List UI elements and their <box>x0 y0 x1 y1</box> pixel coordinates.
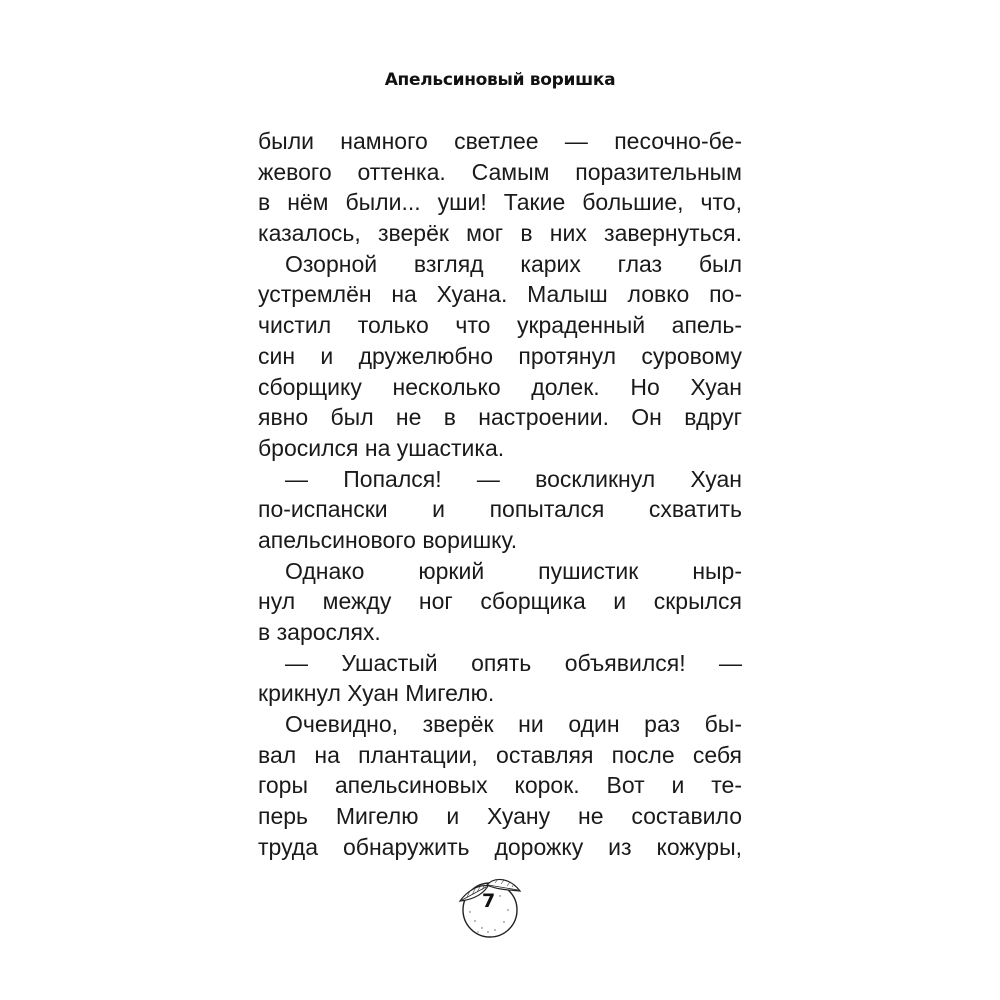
text-line: перь Мигелю и Хуану не составило <box>258 803 742 830</box>
text-line: жевого оттенка. Самым поразительным <box>258 158 742 185</box>
text-line: чистил только что украденный апель- <box>258 312 742 339</box>
text-line: — Ушастый опять объявился! — <box>285 649 742 676</box>
page-folio <box>440 866 540 946</box>
text-line: труда обнаружить дорожку из кожуры, <box>258 833 742 860</box>
text-line: устремлён на Хуана. Малыш ловко по- <box>258 281 742 308</box>
text-line: казалось, зверёк мог в них завернуться. <box>258 220 742 247</box>
text-line: апельсинового воришку. <box>258 526 518 553</box>
text-line: син и дружелюбно протянул суровому <box>258 342 742 369</box>
text-line: сборщику несколько долек. Но Хуан <box>258 373 742 400</box>
text-line: — Попался! — воскликнул Хуан <box>285 465 742 492</box>
text-line: в нём были... уши! Такие большие, что, <box>258 189 742 216</box>
text-line: нул между ног сборщика и скрылся <box>258 588 742 615</box>
text-line: горы апельсиновых корок. Вот и те- <box>258 772 742 799</box>
text-line: по-испански и попытался схватить <box>258 496 742 523</box>
text-line: Однако юркий пушистик ныр- <box>285 557 742 584</box>
page-number: 7 <box>482 890 496 912</box>
text-line: бросился на ушастика. <box>258 434 505 461</box>
text-line: явно был не в настроении. Он вдруг <box>258 404 742 431</box>
running-title: Апельсиновый воришка <box>384 70 616 90</box>
text-line: Озорной взгляд карих глаз был <box>285 250 742 277</box>
text-line: крикнул Хуан Мигелю. <box>258 680 495 707</box>
body-text <box>258 126 742 863</box>
text-line: Очевидно, зверёк ни один раз бы- <box>285 711 742 738</box>
text-line: в зарослях. <box>258 619 381 645</box>
text-line: были намного светлее — песочно-бе- <box>258 128 742 154</box>
text-line: вал на плантации, оставляя после себя <box>258 741 742 768</box>
